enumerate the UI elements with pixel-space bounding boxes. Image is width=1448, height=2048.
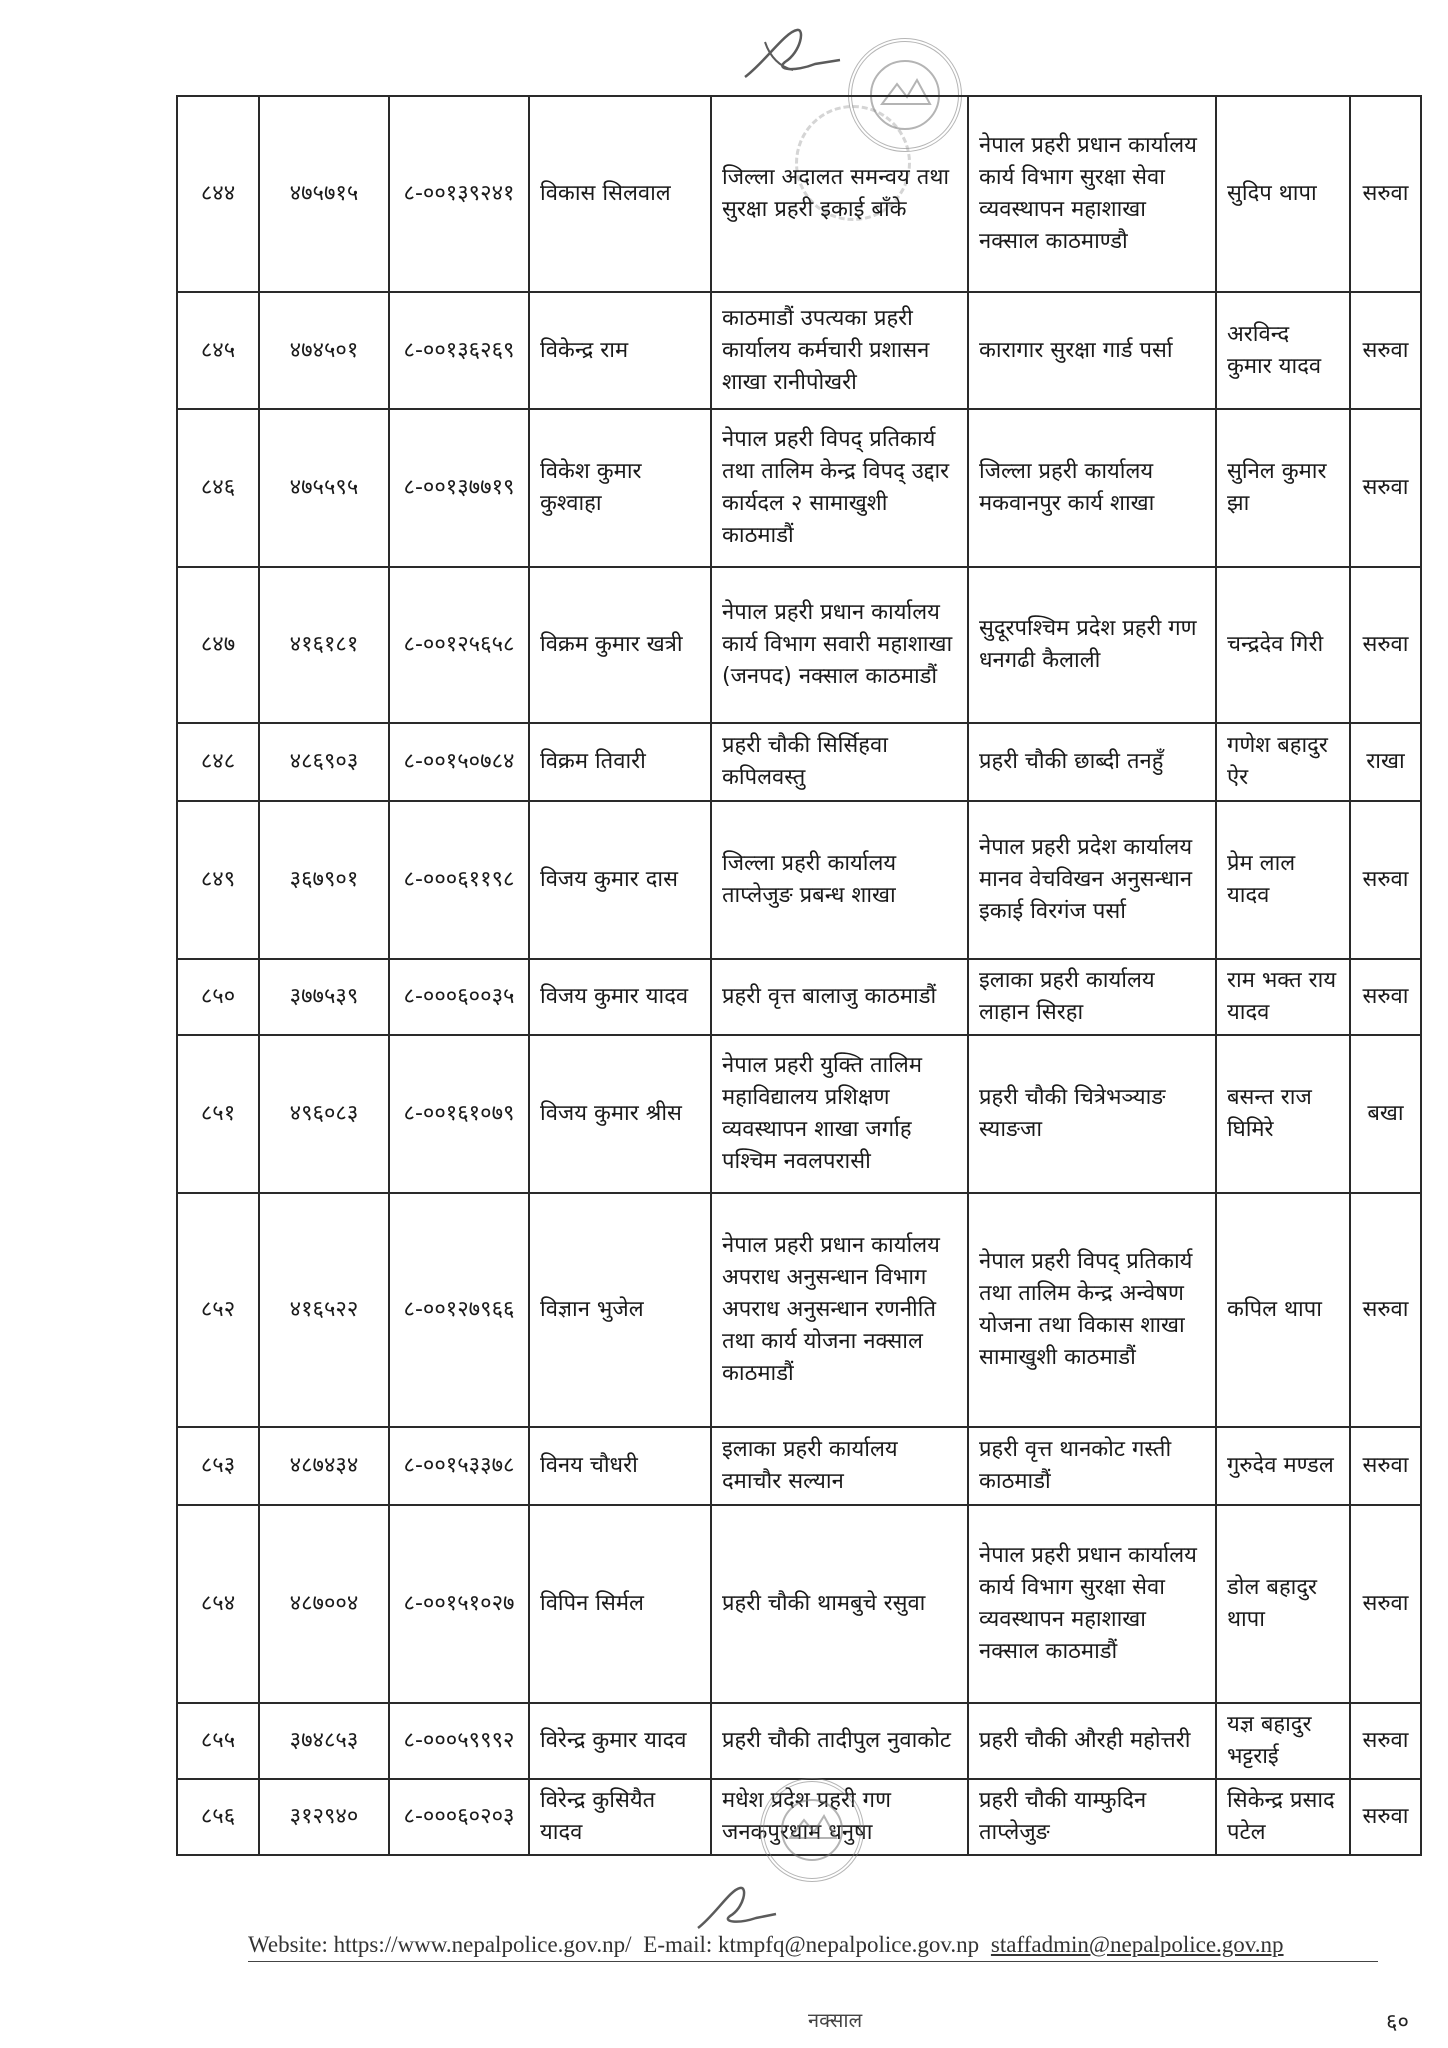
employee-name: विरेन्द्र कुसियैत यादव (529, 1779, 711, 1855)
employee-name: विक्रम कुमार खत्री (529, 567, 711, 723)
serial-number: ८५४ (177, 1505, 259, 1703)
employee-name: विकेन्द्र राम (529, 292, 711, 409)
table-row (177, 1505, 1421, 1703)
employee-code: ८-००१५०७८४ (389, 723, 529, 801)
table-row (177, 292, 1421, 409)
serial-number: ८४५ (177, 292, 259, 409)
table-row (177, 1427, 1421, 1505)
employee-code: ८-००१२७९६६ (389, 1193, 529, 1427)
table-row (177, 1703, 1421, 1779)
new-office: नेपाल प्रहरी विपद् प्रतिकार्य तथा तालिम केन्द्र अन्वेषण योजना तथा विकास शाखा सामाखुशी काठमाडौं (968, 1193, 1216, 1427)
stamp-location-text: नक्साल (808, 2008, 863, 2032)
employee-code: ८-०००६११९८ (389, 801, 529, 959)
remark: बखा (1350, 1035, 1421, 1193)
employee-id: ४७४५०१ (259, 292, 389, 409)
remark: सरुवा (1350, 801, 1421, 959)
serial-number: ८५३ (177, 1427, 259, 1505)
employee-name: विकास सिलवाल (529, 96, 711, 292)
employee-id: ३१२९४० (259, 1779, 389, 1855)
serial-number: ८५६ (177, 1779, 259, 1855)
current-office: प्रहरी चौकी तादीपुल नुवाकोट (711, 1703, 968, 1779)
table-row (177, 959, 1421, 1035)
table-row (177, 1035, 1421, 1193)
replacement-name: कपिल थापा (1216, 1193, 1350, 1427)
current-office: नेपाल प्रहरी विपद् प्रतिकार्य तथा तालिम केन्द्र विपद् उद्दार कार्यदल २ सामाखुशी काठमाडौं (711, 409, 968, 567)
employee-id: ३६७९०१ (259, 801, 389, 959)
new-office: नेपाल प्रहरी प्रदेश कार्यालय मानव वेचविखन अनुसन्धान इकाई विरगंज पर्सा (968, 801, 1216, 959)
email-label: E-mail: (643, 1932, 713, 1957)
employee-name: विपिन सिर्मल (529, 1505, 711, 1703)
remark: सरुवा (1350, 1193, 1421, 1427)
remark: सरुवा (1350, 1779, 1421, 1855)
new-office: सुदूरपश्चिम प्रदेश प्रहरी गण धनगढी कैलाली (968, 567, 1216, 723)
employee-id: ३७४८५३ (259, 1703, 389, 1779)
table-row (177, 801, 1421, 959)
employee-id: ४८७००४ (259, 1505, 389, 1703)
employee-name: विज्ञान भुजेल (529, 1193, 711, 1427)
employee-code: ८-००१३७७१९ (389, 409, 529, 567)
serial-number: ८५१ (177, 1035, 259, 1193)
serial-number: ८५० (177, 959, 259, 1035)
employee-id: ४८७४३४ (259, 1427, 389, 1505)
remark: सरुवा (1350, 1703, 1421, 1779)
current-office: जिल्ला अदालत समन्वय तथा सुरक्षा प्रहरी इकाई बाँके (711, 96, 968, 292)
current-office: मधेश प्रदेश प्रहरी गण जनकपुरधाम धनुषा (711, 1779, 968, 1855)
website-label: Website: (248, 1932, 328, 1957)
employee-code: ८-०००५९९९२ (389, 1703, 529, 1779)
current-office: नेपाल प्रहरी प्रधान कार्यालय अपराध अनुसन्धान विभाग अपराध अनुसन्धान रणनीति तथा कार्य योजना नक्साल काठमाडौं (711, 1193, 968, 1427)
replacement-name: राम भक्त राय यादव (1216, 959, 1350, 1035)
table-row (177, 409, 1421, 567)
employee-code: ८-००१६१०७९ (389, 1035, 529, 1193)
serial-number: ८५२ (177, 1193, 259, 1427)
replacement-name: गुरुदेव मण्डल (1216, 1427, 1350, 1505)
page-number: ६० (1386, 2010, 1409, 2035)
current-office: प्रहरी चौकी सिर्सिहवा कपिलवस्तु (711, 723, 968, 801)
serial-number: ८४४ (177, 96, 259, 292)
serial-number: ८४८ (177, 723, 259, 801)
current-office: नेपाल प्रहरी युक्ति तालिम महाविद्यालय प्रशिक्षण व्यवस्थापन शाखा जर्गाह पश्चिम नवलपरासी (711, 1035, 968, 1193)
serial-number: ८४९ (177, 801, 259, 959)
remark: राखा (1350, 723, 1421, 801)
employee-name: विनय चौधरी (529, 1427, 711, 1505)
employee-code: ८-००१३६२६९ (389, 292, 529, 409)
employee-id: ४७५५९५ (259, 409, 389, 567)
employee-id: ४७५७१५ (259, 96, 389, 292)
new-office: प्रहरी चौकी औरही महोत्तरी (968, 1703, 1216, 1779)
current-office: प्रहरी चौकी थामबुचे रसुवा (711, 1505, 968, 1703)
new-office: जिल्ला प्रहरी कार्यालय मकवानपुर कार्य शाखा (968, 409, 1216, 567)
employee-name: विजय कुमार श्रीस (529, 1035, 711, 1193)
remark: सरुवा (1350, 1505, 1421, 1703)
employee-code: ८-००१२५६५८ (389, 567, 529, 723)
replacement-name: सुनिल कुमार झा (1216, 409, 1350, 567)
email-link-1[interactable]: ktmpfq@nepalpolice.gov.np (718, 1932, 980, 1957)
new-office: नेपाल प्रहरी प्रधान कार्यालय कार्य विभाग सुरक्षा सेवा व्यवस्थापन महाशाखा नक्साल काठमाडौं (968, 1505, 1216, 1703)
replacement-name: चन्द्रदेव गिरी (1216, 567, 1350, 723)
new-office: प्रहरी चौकी चित्रेभञ्याङ स्याङजा (968, 1035, 1216, 1193)
current-office: काठमाडौं उपत्यका प्रहरी कार्यालय कर्मचारी प्रशासन शाखा रानीपोखरी (711, 292, 968, 409)
new-office: प्रहरी वृत्त थानकोट गस्ती काठमाडौं (968, 1427, 1216, 1505)
current-office: नेपाल प्रहरी प्रधान कार्यालय कार्य विभाग सवारी महाशाखा (जनपद) नक्साल काठमाडौं (711, 567, 968, 723)
website-link[interactable]: https://www.nepalpolice.gov.np/ (333, 1932, 632, 1957)
current-office: इलाका प्रहरी कार्यालय दमाचौर सल्यान (711, 1427, 968, 1505)
employee-id: ३७७५३९ (259, 959, 389, 1035)
remark: सरुवा (1350, 96, 1421, 292)
replacement-name: सिकेन्द्र प्रसाद पटेल (1216, 1779, 1350, 1855)
employee-name: विजय कुमार यादव (529, 959, 711, 1035)
employee-code: ८-००१३९२४१ (389, 96, 529, 292)
employee-name: विक्रम तिवारी (529, 723, 711, 801)
current-office: प्रहरी वृत्त बालाजु काठमाडौं (711, 959, 968, 1035)
new-office: प्रहरी चौकी छाब्दी तनहुँ (968, 723, 1216, 801)
employee-code: ८-०००६००३५ (389, 959, 529, 1035)
employee-name: विजय कुमार दास (529, 801, 711, 959)
transfer-list-table (176, 95, 1422, 1856)
new-office: नेपाल प्रहरी प्रधान कार्यालय कार्य विभाग सुरक्षा सेवा व्यवस्थापन महाशाखा नक्साल काठमाण्डौ (968, 96, 1216, 292)
replacement-name: बसन्त राज घिमिरे (1216, 1035, 1350, 1193)
table-row (177, 96, 1421, 292)
employee-code: ८-००१५३३७८ (389, 1427, 529, 1505)
serial-number: ८५५ (177, 1703, 259, 1779)
new-office: इलाका प्रहरी कार्यालय लाहान सिरहा (968, 959, 1216, 1035)
employee-code: ८-०००६०२०३ (389, 1779, 529, 1855)
remark: सरुवा (1350, 292, 1421, 409)
table-row (177, 723, 1421, 801)
employee-name: विरेन्द्र कुमार यादव (529, 1703, 711, 1779)
replacement-name: प्रेम लाल यादव (1216, 801, 1350, 959)
serial-number: ८४६ (177, 409, 259, 567)
employee-id: ४८६९०३ (259, 723, 389, 801)
employee-name: विकेश कुमार कुश्वाहा (529, 409, 711, 567)
current-office: जिल्ला प्रहरी कार्यालय ताप्लेजुङ प्रबन्ध शाखा (711, 801, 968, 959)
replacement-name: गणेश बहादुर ऐर (1216, 723, 1350, 801)
employee-id: ४९६०८३ (259, 1035, 389, 1193)
replacement-name: डोल बहादुर थापा (1216, 1505, 1350, 1703)
official-seal-bottom (760, 1778, 864, 1882)
serial-number: ८४७ (177, 567, 259, 723)
employee-id: ४१६१८१ (259, 567, 389, 723)
remark: सरुवा (1350, 409, 1421, 567)
employee-id: ४१६५२२ (259, 1193, 389, 1427)
signature-top (735, 22, 845, 96)
replacement-name: यज्ञ बहादुर भट्टराई (1216, 1703, 1350, 1779)
replacement-name: सुदिप थापा (1216, 96, 1350, 292)
new-office: कारागार सुरक्षा गार्ड पर्सा (968, 292, 1216, 409)
remark: सरुवा (1350, 567, 1421, 723)
footer-contact (248, 1932, 1378, 1962)
remark: सरुवा (1350, 1427, 1421, 1505)
table-row (177, 567, 1421, 723)
replacement-name: अरविन्द कुमार यादव (1216, 292, 1350, 409)
table-row (177, 1193, 1421, 1427)
email-link-2[interactable]: staffadmin@nepalpolice.gov.np (990, 1932, 1284, 1957)
remark: सरुवा (1350, 959, 1421, 1035)
new-office: प्रहरी चौकी याम्फुदिन ताप्लेजुङ (968, 1779, 1216, 1855)
employee-code: ८-००१५१०२७ (389, 1505, 529, 1703)
